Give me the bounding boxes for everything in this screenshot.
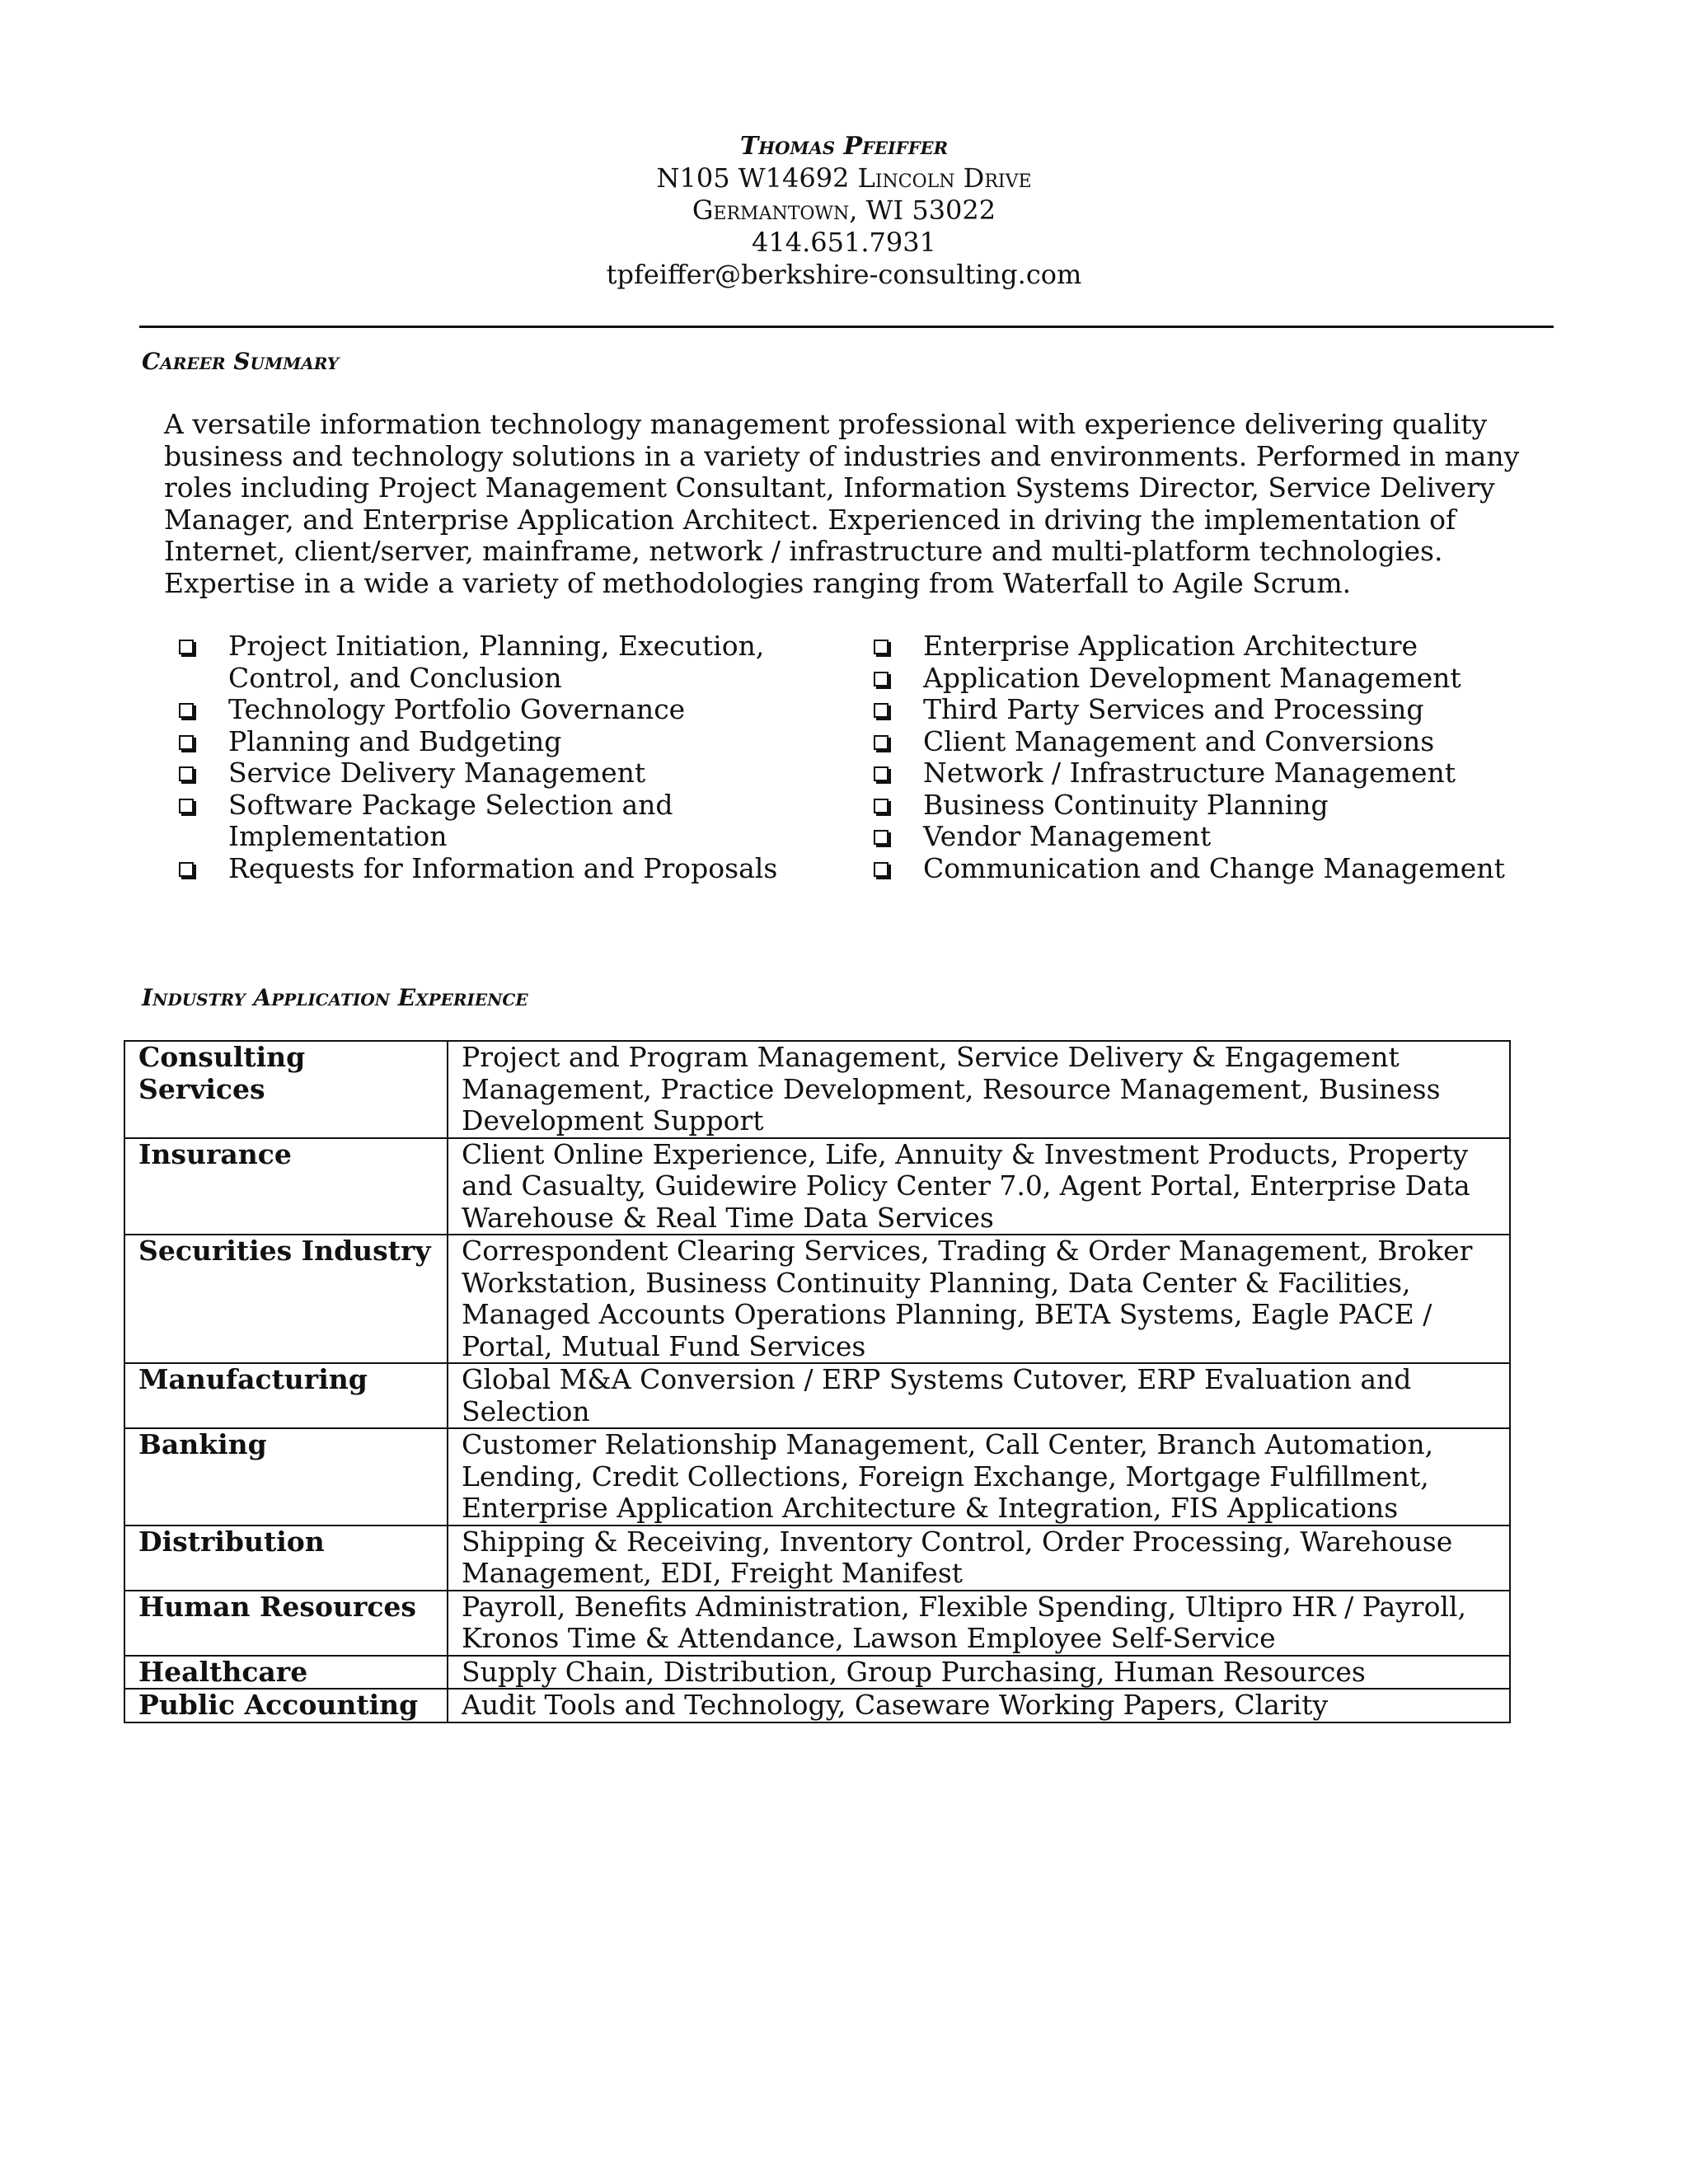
industry-cell: Securities Industry	[124, 1235, 448, 1363]
checkbox-bullet-icon	[179, 640, 194, 654]
industry-experience-heading: Industry Application Experience	[142, 984, 528, 1011]
skill-item: Enterprise Application Architecture	[874, 630, 1550, 663]
table-row	[124, 1428, 1510, 1526]
skills-list-right	[874, 630, 1550, 884]
checkbox-bullet-icon	[179, 766, 194, 781]
skill-item: Third Party Services and Processing	[874, 694, 1550, 726]
details-cell: Client Online Experience, Life, Annuity & Investment Products, Property and Casualty, Guidewire Policy Center 7.0, Agent Portal, Enterprise Data Warehouse & Real Time Data Services	[448, 1138, 1510, 1235]
details-cell: Customer Relationship Management, Call Center, Branch Automation, Lending, Credit Collections, Foreign Exchange, Mortgage Fulfillment, Enterprise Application Architecture & Integration, FIS Applications	[448, 1428, 1510, 1526]
checkbox-bullet-icon	[874, 703, 889, 718]
industry-cell: Manufacturing	[124, 1363, 448, 1428]
industry-cell: Public Accounting	[124, 1689, 448, 1722]
checkbox-bullet-icon	[874, 640, 889, 654]
skill-item: Vendor Management	[874, 821, 1550, 853]
career-summary-heading: Career Summary	[142, 348, 340, 375]
industry-cell: Distribution	[124, 1526, 448, 1591]
details-cell: Correspondent Clearing Services, Trading & Order Management, Broker Workstation, Business Continuity Planning, Data Center & Facilities, Managed Accounts Operations Planning, BETA Systems, Eagle PACE / Portal, Mutual Fund Services	[448, 1235, 1510, 1363]
checkbox-bullet-icon	[179, 862, 194, 877]
checkbox-bullet-icon	[179, 703, 194, 718]
checkbox-bullet-icon	[874, 672, 889, 687]
checkbox-bullet-icon	[874, 830, 889, 845]
industry-cell: Healthcare	[124, 1656, 448, 1690]
table-row	[124, 1591, 1510, 1656]
industry-cell: Consulting Services	[124, 1041, 448, 1138]
checkbox-bullet-icon	[874, 766, 889, 781]
header-divider	[139, 326, 1554, 328]
skill-item: Client Management and Conversions	[874, 726, 1550, 758]
skill-item: Communication and Change Management	[874, 853, 1550, 885]
skill-item: Requests for Information and Proposals	[179, 853, 805, 885]
industry-cell: Banking	[124, 1428, 448, 1526]
table-row	[124, 1363, 1510, 1428]
industry-cell: Insurance	[124, 1138, 448, 1235]
skills-list-left	[179, 630, 805, 884]
details-cell: Supply Chain, Distribution, Group Purchasing, Human Resources	[448, 1656, 1510, 1690]
skill-item: Network / Infrastructure Management	[874, 757, 1550, 790]
table-row	[124, 1689, 1510, 1722]
skill-item: Technology Portfolio Governance	[179, 694, 805, 726]
skill-item: Planning and Budgeting	[179, 726, 805, 758]
email-address: tpfeiffer@berkshire-consulting.com	[606, 259, 1082, 290]
table-row	[124, 1526, 1510, 1591]
industry-experience-table	[124, 1040, 1511, 1723]
industry-cell: Human Resources	[124, 1591, 448, 1656]
phone-number: 414.651.7931	[752, 227, 936, 258]
skill-item: Application Development Management	[874, 663, 1550, 695]
details-cell: Global M&A Conversion / ERP Systems Cutover, ERP Evaluation and Selection	[448, 1363, 1510, 1428]
address-line-1: N105 W14692 Lincoln Drive	[656, 162, 1032, 194]
table-row	[124, 1041, 1510, 1138]
checkbox-bullet-icon	[874, 799, 889, 813]
checkbox-bullet-icon	[874, 735, 889, 750]
candidate-name: Thomas Pfeiffer	[739, 132, 949, 161]
table-row	[124, 1656, 1510, 1690]
contact-header	[0, 130, 1688, 291]
checkbox-bullet-icon	[179, 799, 194, 813]
skill-item: Business Continuity Planning	[874, 790, 1550, 822]
table-row	[124, 1235, 1510, 1363]
details-cell: Audit Tools and Technology, Caseware Working Papers, Clarity	[448, 1689, 1510, 1722]
checkbox-bullet-icon	[874, 862, 889, 877]
table-row	[124, 1138, 1510, 1235]
skill-item: Software Package Selection and Implementation	[179, 790, 805, 853]
skill-item: Service Delivery Management	[179, 757, 805, 790]
address-line-2: Germantown, WI 53022	[692, 194, 996, 226]
details-cell: Project and Program Management, Service Delivery & Engagement Management, Practice Development, Resource Management, Business Development Support	[448, 1041, 1510, 1138]
details-cell: Payroll, Benefits Administration, Flexible Spending, Ultipro HR / Payroll, Kronos Time & Attendance, Lawson Employee Self-Service	[448, 1591, 1510, 1656]
checkbox-bullet-icon	[179, 735, 194, 750]
skill-item: Project Initiation, Planning, Execution, Control, and Conclusion	[179, 630, 805, 694]
details-cell: Shipping & Receiving, Inventory Control, Order Processing, Warehouse Management, EDI, Freight Manifest	[448, 1526, 1510, 1591]
career-summary-paragraph: A versatile information technology management professional with experience delivering quality business and technology solutions in a variety of industries and environments. Performed in many roles including Project Management Consultant, Information Systems Director, Service Delivery Manager, and Enterprise Application Architect. Experienced in driving the implementation of Internet, client/server, mainframe, network / infrastructure and multi-platform technologies. Expertise in a wide a variety of methodologies ranging from Waterfall to Agile Scrum.	[164, 408, 1520, 599]
